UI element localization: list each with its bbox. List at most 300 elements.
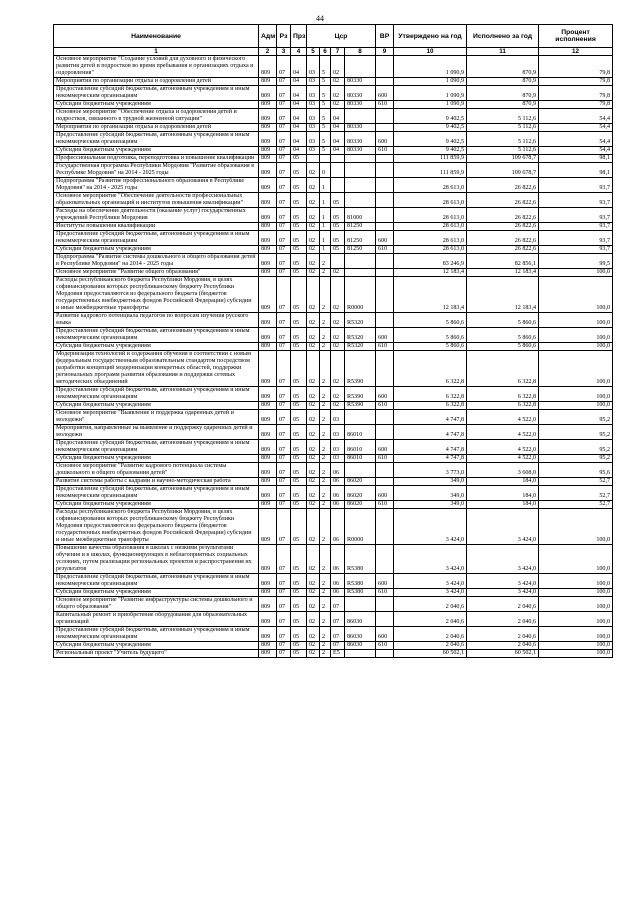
row-name-cell: Основное мероприятие "Развитие общего образования" bbox=[54, 269, 259, 277]
row-csr-direction-cell: 80330 bbox=[345, 147, 376, 155]
row-rz-cell: 07 bbox=[277, 627, 291, 642]
row-approved-cell: 3 773,0 bbox=[394, 463, 467, 478]
row-name-cell: Предоставление субсидий бюджетным, автономным учреждениям и иным некоммерческим организациям bbox=[54, 440, 259, 455]
row-approved-cell: 111 859,9 bbox=[394, 163, 467, 178]
column-number: 10 bbox=[394, 48, 467, 56]
row-csr-subprogram-cell: 2 bbox=[320, 650, 331, 658]
row-csr-event-cell bbox=[331, 178, 345, 193]
row-vr-cell bbox=[376, 124, 394, 132]
row-name-cell: Предоставление субсидий бюджетным, автономным учреждениям и иным некоммерческим организациям bbox=[54, 86, 259, 101]
row-prz-cell: 05 bbox=[291, 277, 307, 313]
row-executed-cell: 6 322,8 bbox=[467, 387, 539, 402]
row-adm-cell: 809 bbox=[259, 545, 277, 574]
row-vr-cell: 610 bbox=[376, 589, 394, 597]
row-csr-program-cell: 02 bbox=[307, 545, 320, 574]
row-vr-cell: 600 bbox=[376, 486, 394, 501]
row-prz-cell: 05 bbox=[291, 313, 307, 328]
row-csr-event-cell: 02 bbox=[331, 387, 345, 402]
row-rz-cell: 07 bbox=[277, 650, 291, 658]
row-csr-program-cell: 02 bbox=[307, 486, 320, 501]
table-row bbox=[54, 124, 613, 132]
table-row bbox=[54, 163, 613, 178]
row-prz-cell: 05 bbox=[291, 425, 307, 440]
row-prz-cell: 05 bbox=[291, 254, 307, 269]
row-csr-subprogram-cell: 2 bbox=[320, 486, 331, 501]
row-name-cell: Предоставление субсидий бюджетным, автономным учреждениям и иным некоммерческим организациям bbox=[54, 231, 259, 246]
row-percent-cell: 54,4 bbox=[539, 124, 613, 132]
column-number: 11 bbox=[467, 48, 539, 56]
table-row bbox=[54, 387, 613, 402]
row-executed-cell: 4 522,0 bbox=[467, 410, 539, 425]
row-approved-cell: 1 090,9 bbox=[394, 56, 467, 78]
row-approved-cell: 28 613,0 bbox=[394, 208, 467, 223]
row-percent-cell: 52,7 bbox=[539, 486, 613, 501]
row-name-cell: Расходы республиканского бюджета Республики Мордовия, в целях софинансирования которых республиканскому бюджету Республики Мордовия предоставляются из федерального бюджета (бюджетов государственных внебюджетных фондов Российской Федерации) субсидии и иные межбюджетные трансферты bbox=[54, 277, 259, 313]
row-percent-cell: 52,7 bbox=[539, 478, 613, 486]
row-rz-cell: 07 bbox=[277, 463, 291, 478]
row-adm-cell: 809 bbox=[259, 269, 277, 277]
row-csr-subprogram-cell: 5 bbox=[320, 56, 331, 78]
table-row bbox=[54, 597, 613, 612]
table-body bbox=[54, 56, 613, 658]
table-row bbox=[54, 86, 613, 101]
table-row bbox=[54, 410, 613, 425]
row-csr-subprogram-cell: 2 bbox=[320, 343, 331, 351]
row-csr-program-cell: 02 bbox=[307, 463, 320, 478]
row-approved-cell: 6 322,8 bbox=[394, 351, 467, 387]
row-csr-subprogram-cell: 2 bbox=[320, 351, 331, 387]
row-prz-cell: 05 bbox=[291, 545, 307, 574]
table-row bbox=[54, 486, 613, 501]
row-rz-cell: 07 bbox=[277, 351, 291, 387]
row-rz-cell: 07 bbox=[277, 440, 291, 455]
row-executed-cell: 60 502,1 bbox=[467, 650, 539, 658]
row-csr-event-cell: 03 bbox=[331, 455, 345, 463]
row-name-cell: Мероприятия, направленные на выявление и поддержку одаренных детей и молодежи bbox=[54, 425, 259, 440]
row-csr-program-cell: 02 bbox=[307, 402, 320, 410]
row-csr-program-cell: 02 bbox=[307, 425, 320, 440]
row-csr-program-cell: 02 bbox=[307, 277, 320, 313]
row-csr-direction-cell bbox=[345, 410, 376, 425]
row-percent-cell: 54,4 bbox=[539, 109, 613, 124]
row-adm-cell: 809 bbox=[259, 208, 277, 223]
row-approved-cell: 2 040,6 bbox=[394, 597, 467, 612]
row-vr-cell: 610 bbox=[376, 343, 394, 351]
row-rz-cell: 07 bbox=[277, 387, 291, 402]
row-rz-cell: 07 bbox=[277, 269, 291, 277]
row-csr-subprogram-cell: 1 bbox=[320, 223, 331, 231]
row-percent-cell: 100,0 bbox=[539, 642, 613, 650]
row-vr-cell: 610 bbox=[376, 455, 394, 463]
row-csr-event-cell: 05 bbox=[331, 208, 345, 223]
row-csr-program-cell: 03 bbox=[307, 56, 320, 78]
row-csr-program-cell: 02 bbox=[307, 269, 320, 277]
row-csr-subprogram-cell: 2 bbox=[320, 463, 331, 478]
row-vr-cell bbox=[376, 78, 394, 86]
row-vr-cell bbox=[376, 109, 394, 124]
row-executed-cell: 184,0 bbox=[467, 478, 539, 486]
row-approved-cell: 4 747,8 bbox=[394, 440, 467, 455]
row-name-cell: Предоставление субсидий бюджетным, автономным учреждениям и иным некоммерческим организациям bbox=[54, 387, 259, 402]
row-rz-cell: 07 bbox=[277, 193, 291, 208]
row-name-cell: Субсидии бюджетным учреждениям bbox=[54, 642, 259, 650]
row-csr-direction-cell: R0000 bbox=[345, 509, 376, 545]
row-approved-cell: 349,0 bbox=[394, 486, 467, 501]
row-csr-direction-cell: R5380 bbox=[345, 574, 376, 589]
table-row bbox=[54, 545, 613, 574]
row-percent-cell: 98,1 bbox=[539, 163, 613, 178]
row-prz-cell: 05 bbox=[291, 269, 307, 277]
row-vr-cell: 600 bbox=[376, 86, 394, 101]
row-csr-program-cell: 02 bbox=[307, 501, 320, 509]
row-csr-program-cell: 02 bbox=[307, 328, 320, 343]
row-csr-event-cell: 06 bbox=[331, 574, 345, 589]
row-csr-direction-cell bbox=[345, 155, 376, 163]
row-percent-cell: 100,0 bbox=[539, 328, 613, 343]
row-prz-cell: 05 bbox=[291, 231, 307, 246]
header-prz: Прз bbox=[291, 25, 307, 48]
table-row bbox=[54, 343, 613, 351]
header-rz: Рз bbox=[277, 25, 291, 48]
row-executed-cell: 26 822,6 bbox=[467, 231, 539, 246]
row-csr-event-cell: 06 bbox=[331, 509, 345, 545]
row-adm-cell: 809 bbox=[259, 650, 277, 658]
row-adm-cell: 809 bbox=[259, 132, 277, 147]
row-adm-cell: 809 bbox=[259, 231, 277, 246]
row-executed-cell: 5 112,6 bbox=[467, 124, 539, 132]
row-percent-cell: 100,0 bbox=[539, 509, 613, 545]
row-executed-cell: 5 860,6 bbox=[467, 313, 539, 328]
table-row bbox=[54, 627, 613, 642]
row-approved-cell: 3 424,0 bbox=[394, 509, 467, 545]
row-vr-cell bbox=[376, 208, 394, 223]
row-rz-cell: 07 bbox=[277, 101, 291, 109]
row-csr-direction-cell bbox=[345, 269, 376, 277]
row-vr-cell bbox=[376, 313, 394, 328]
row-csr-event-cell: 06 bbox=[331, 486, 345, 501]
row-csr-event-cell: 02 bbox=[331, 328, 345, 343]
row-adm-cell: 809 bbox=[259, 178, 277, 193]
row-csr-direction-cell: 81250 bbox=[345, 223, 376, 231]
row-executed-cell: 109 678,7 bbox=[467, 155, 539, 163]
table-row bbox=[54, 208, 613, 223]
row-name-cell: Субсидии бюджетным учреждениям bbox=[54, 101, 259, 109]
row-name-cell: Капитальный ремонт и приобретение оборудования для образовательных организаций bbox=[54, 612, 259, 627]
row-executed-cell: 2 040,6 bbox=[467, 597, 539, 612]
row-approved-cell: 2 040,6 bbox=[394, 642, 467, 650]
row-name-cell: Основное мероприятие "Обеспечение деятельности профессиональных образовательных организаций и институтов повышения квалификации" bbox=[54, 193, 259, 208]
row-rz-cell: 07 bbox=[277, 246, 291, 254]
row-name-cell: Мероприятия по организации отдыха и оздоровления детей bbox=[54, 78, 259, 86]
row-executed-cell: 3 424,0 bbox=[467, 545, 539, 574]
row-csr-direction-cell: 86010 bbox=[345, 440, 376, 455]
row-executed-cell: 26 822,6 bbox=[467, 193, 539, 208]
table-row bbox=[54, 101, 613, 109]
row-approved-cell: 2 040,6 bbox=[394, 627, 467, 642]
row-csr-event-cell: E5 bbox=[331, 650, 345, 658]
row-csr-subprogram-cell bbox=[320, 155, 331, 163]
row-csr-event-cell: 07 bbox=[331, 627, 345, 642]
row-csr-program-cell bbox=[307, 155, 320, 163]
row-adm-cell: 809 bbox=[259, 109, 277, 124]
row-csr-subprogram-cell: 1 bbox=[320, 178, 331, 193]
row-executed-cell: 184,0 bbox=[467, 486, 539, 501]
row-vr-cell bbox=[376, 545, 394, 574]
row-csr-subprogram-cell: 5 bbox=[320, 132, 331, 147]
row-csr-event-cell: 02 bbox=[331, 402, 345, 410]
row-adm-cell: 809 bbox=[259, 627, 277, 642]
row-vr-cell bbox=[376, 277, 394, 313]
table-row bbox=[54, 425, 613, 440]
row-vr-cell: 600 bbox=[376, 627, 394, 642]
row-csr-program-cell: 02 bbox=[307, 650, 320, 658]
row-vr-cell: 600 bbox=[376, 387, 394, 402]
header-executed: Исполнено за год bbox=[467, 25, 539, 48]
row-csr-event-cell: 02 bbox=[331, 351, 345, 387]
row-executed-cell: 4 522,0 bbox=[467, 440, 539, 455]
row-csr-direction-cell: R5390 bbox=[345, 351, 376, 387]
row-percent-cell: 100,0 bbox=[539, 277, 613, 313]
row-prz-cell: 04 bbox=[291, 101, 307, 109]
row-csr-subprogram-cell: 2 bbox=[320, 387, 331, 402]
row-name-cell: Предоставление субсидий бюджетным, автономным учреждениям и иным некоммерческим организациям bbox=[54, 574, 259, 589]
column-number-row bbox=[54, 48, 613, 56]
row-prz-cell: 05 bbox=[291, 387, 307, 402]
row-adm-cell: 809 bbox=[259, 410, 277, 425]
row-name-cell: Институты повышения квалификации bbox=[54, 223, 259, 231]
row-vr-cell: 600 bbox=[376, 132, 394, 147]
row-rz-cell: 07 bbox=[277, 478, 291, 486]
row-name-cell: Развитие кадрового потенциала педагогов по вопросам изучения русского языка bbox=[54, 313, 259, 328]
column-number: 9 bbox=[376, 48, 394, 56]
row-csr-program-cell: 03 bbox=[307, 147, 320, 155]
row-csr-direction-cell bbox=[345, 650, 376, 658]
row-csr-subprogram-cell: 5 bbox=[320, 78, 331, 86]
table-row bbox=[54, 56, 613, 78]
row-percent-cell: 100,0 bbox=[539, 269, 613, 277]
row-csr-event-cell: 06 bbox=[331, 501, 345, 509]
row-percent-cell: 99,5 bbox=[539, 254, 613, 269]
row-rz-cell: 07 bbox=[277, 163, 291, 178]
row-csr-program-cell: 03 bbox=[307, 124, 320, 132]
row-csr-direction-cell bbox=[345, 597, 376, 612]
row-prz-cell: 05 bbox=[291, 410, 307, 425]
row-name-cell: Субсидии бюджетным учреждениям bbox=[54, 246, 259, 254]
row-rz-cell: 07 bbox=[277, 223, 291, 231]
row-name-cell: Государственная программа Республики Мордовия "Развитие образования в Республике Мордовия" на 2014 - 2025 годы bbox=[54, 163, 259, 178]
row-csr-program-cell: 02 bbox=[307, 343, 320, 351]
row-approved-cell: 9 402,5 bbox=[394, 124, 467, 132]
table-row bbox=[54, 109, 613, 124]
row-csr-subprogram-cell: 1 bbox=[320, 193, 331, 208]
row-prz-cell: 05 bbox=[291, 627, 307, 642]
row-csr-event-cell: 06 bbox=[331, 545, 345, 574]
table-row bbox=[54, 269, 613, 277]
row-name-cell: Подпрограмма "Развитие системы дошкольного и общего образования детей в Республике Мордовия" на 2014 - 2025 годы bbox=[54, 254, 259, 269]
column-number: 6 bbox=[320, 48, 331, 56]
row-csr-event-cell: 02 bbox=[331, 56, 345, 78]
row-adm-cell: 809 bbox=[259, 101, 277, 109]
row-executed-cell: 5 860,6 bbox=[467, 328, 539, 343]
row-rz-cell: 07 bbox=[277, 425, 291, 440]
row-rz-cell: 07 bbox=[277, 155, 291, 163]
row-approved-cell: 28 613,0 bbox=[394, 178, 467, 193]
table-row bbox=[54, 650, 613, 658]
row-csr-program-cell: 03 bbox=[307, 132, 320, 147]
row-csr-subprogram-cell: 2 bbox=[320, 642, 331, 650]
row-csr-event-cell bbox=[331, 155, 345, 163]
table-row bbox=[54, 231, 613, 246]
row-adm-cell: 809 bbox=[259, 313, 277, 328]
row-adm-cell: 809 bbox=[259, 155, 277, 163]
row-percent-cell: 79,8 bbox=[539, 78, 613, 86]
row-csr-direction-cell bbox=[345, 109, 376, 124]
row-csr-event-cell: 04 bbox=[331, 132, 345, 147]
row-percent-cell: 100,0 bbox=[539, 627, 613, 642]
row-name-cell: Основное мероприятие "Обеспечение отдыха и оздоровления детей и подростков, связанного в трудной жизненной ситуации" bbox=[54, 109, 259, 124]
row-adm-cell: 809 bbox=[259, 193, 277, 208]
row-name-cell: Модернизация технологий и содержания обучения в соответствии с новым федеральным государственным образовательным стандартом посредством разработки концепций модернизации конкретных областей, поддержки региональных программ развития образования и поддержки сетевых методических объединений bbox=[54, 351, 259, 387]
row-rz-cell: 07 bbox=[277, 277, 291, 313]
row-rz-cell: 07 bbox=[277, 328, 291, 343]
column-number: 4 bbox=[291, 48, 307, 56]
header-percent: Процент исполнения bbox=[539, 25, 613, 48]
row-approved-cell: 349,0 bbox=[394, 501, 467, 509]
row-prz-cell: 05 bbox=[291, 597, 307, 612]
row-percent-cell: 100,0 bbox=[539, 612, 613, 627]
row-rz-cell: 07 bbox=[277, 501, 291, 509]
header-vr: ВР bbox=[376, 25, 394, 48]
row-vr-cell bbox=[376, 597, 394, 612]
row-executed-cell: 82 856,1 bbox=[467, 254, 539, 269]
row-rz-cell: 07 bbox=[277, 231, 291, 246]
row-name-cell: Субсидии бюджетным учреждениям bbox=[54, 589, 259, 597]
row-csr-program-cell: 02 bbox=[307, 455, 320, 463]
row-rz-cell: 07 bbox=[277, 86, 291, 101]
row-csr-subprogram-cell: 2 bbox=[320, 455, 331, 463]
row-adm-cell: 809 bbox=[259, 223, 277, 231]
row-name-cell: Субсидии бюджетным учреждениям bbox=[54, 147, 259, 155]
row-csr-subprogram-cell: 2 bbox=[320, 509, 331, 545]
table-row bbox=[54, 132, 613, 147]
row-vr-cell bbox=[376, 155, 394, 163]
row-approved-cell: 9 402,5 bbox=[394, 132, 467, 147]
row-csr-event-cell: 06 bbox=[331, 478, 345, 486]
column-number: 8 bbox=[345, 48, 376, 56]
row-adm-cell: 809 bbox=[259, 501, 277, 509]
table-row bbox=[54, 155, 613, 163]
table-row bbox=[54, 612, 613, 627]
row-csr-direction-cell bbox=[345, 56, 376, 78]
row-prz-cell: 05 bbox=[291, 246, 307, 254]
row-csr-direction-cell: R5390 bbox=[345, 402, 376, 410]
row-vr-cell bbox=[376, 178, 394, 193]
table-row bbox=[54, 501, 613, 509]
row-prz-cell: 05 bbox=[291, 440, 307, 455]
row-csr-program-cell: 03 bbox=[307, 101, 320, 109]
row-csr-direction-cell bbox=[345, 254, 376, 269]
row-csr-direction-cell: 86020 bbox=[345, 486, 376, 501]
row-adm-cell: 809 bbox=[259, 86, 277, 101]
row-csr-subprogram-cell: 2 bbox=[320, 478, 331, 486]
row-prz-cell: 04 bbox=[291, 78, 307, 86]
row-csr-program-cell: 02 bbox=[307, 163, 320, 178]
table-row bbox=[54, 223, 613, 231]
row-executed-cell: 3 424,0 bbox=[467, 509, 539, 545]
table-row bbox=[54, 455, 613, 463]
row-rz-cell: 07 bbox=[277, 597, 291, 612]
column-number: 2 bbox=[259, 48, 277, 56]
row-csr-direction-cell: R0000 bbox=[345, 277, 376, 313]
row-percent-cell: 95,2 bbox=[539, 440, 613, 455]
column-number: 1 bbox=[54, 48, 259, 56]
row-csr-direction-cell: 81250 bbox=[345, 231, 376, 246]
row-vr-cell bbox=[376, 223, 394, 231]
row-prz-cell: 04 bbox=[291, 56, 307, 78]
row-name-cell: Повышение качества образования в школах с низкими результатами обучения и в школах, функционирующих в неблагоприятных социальных условиях, путем реализации региональных проектов и распространения их результатов bbox=[54, 545, 259, 574]
row-approved-cell: 6 322,8 bbox=[394, 387, 467, 402]
table-row bbox=[54, 351, 613, 387]
row-approved-cell: 28 613,0 bbox=[394, 246, 467, 254]
row-rz-cell: 07 bbox=[277, 208, 291, 223]
row-csr-subprogram-cell: 2 bbox=[320, 410, 331, 425]
row-csr-event-cell: 02 bbox=[331, 277, 345, 313]
row-name-cell: Расходы на обеспечение деятельности (оказание услуг) государственных учреждений Республики Мордовия bbox=[54, 208, 259, 223]
row-csr-subprogram-cell: 5 bbox=[320, 124, 331, 132]
row-executed-cell: 2 040,6 bbox=[467, 642, 539, 650]
row-prz-cell: 05 bbox=[291, 178, 307, 193]
row-adm-cell: 809 bbox=[259, 486, 277, 501]
row-csr-subprogram-cell: 2 bbox=[320, 597, 331, 612]
row-rz-cell: 07 bbox=[277, 254, 291, 269]
row-csr-subprogram-cell: 5 bbox=[320, 109, 331, 124]
row-prz-cell: 05 bbox=[291, 574, 307, 589]
row-percent-cell: 100,0 bbox=[539, 589, 613, 597]
row-csr-program-cell: 02 bbox=[307, 440, 320, 455]
row-csr-subprogram-cell: 2 bbox=[320, 574, 331, 589]
row-csr-subprogram-cell: 2 bbox=[320, 402, 331, 410]
row-csr-event-cell: 03 bbox=[331, 440, 345, 455]
row-rz-cell: 07 bbox=[277, 574, 291, 589]
row-prz-cell: 05 bbox=[291, 501, 307, 509]
row-executed-cell: 3 424,0 bbox=[467, 589, 539, 597]
table-row bbox=[54, 277, 613, 313]
row-vr-cell: 610 bbox=[376, 101, 394, 109]
row-csr-event-cell: 05 bbox=[331, 231, 345, 246]
row-csr-event-cell: 05 bbox=[331, 223, 345, 231]
header-adm: Адм bbox=[259, 25, 277, 48]
row-vr-cell: 610 bbox=[376, 642, 394, 650]
row-percent-cell: 93,7 bbox=[539, 231, 613, 246]
table-row bbox=[54, 642, 613, 650]
row-rz-cell: 07 bbox=[277, 109, 291, 124]
row-adm-cell: 809 bbox=[259, 509, 277, 545]
row-csr-direction-cell: R5380 bbox=[345, 589, 376, 597]
row-vr-cell: 600 bbox=[376, 440, 394, 455]
table-row bbox=[54, 574, 613, 589]
row-rz-cell: 07 bbox=[277, 545, 291, 574]
row-executed-cell: 6 322,8 bbox=[467, 402, 539, 410]
row-csr-event-cell: 04 bbox=[331, 124, 345, 132]
row-csr-direction-cell: 81250 bbox=[345, 246, 376, 254]
row-adm-cell: 809 bbox=[259, 574, 277, 589]
row-csr-subprogram-cell: 1 bbox=[320, 246, 331, 254]
row-csr-event-cell bbox=[331, 163, 345, 178]
row-csr-program-cell: 02 bbox=[307, 478, 320, 486]
row-csr-direction-cell: 86020 bbox=[345, 478, 376, 486]
row-csr-event-cell: 05 bbox=[331, 246, 345, 254]
row-prz-cell: 05 bbox=[291, 463, 307, 478]
